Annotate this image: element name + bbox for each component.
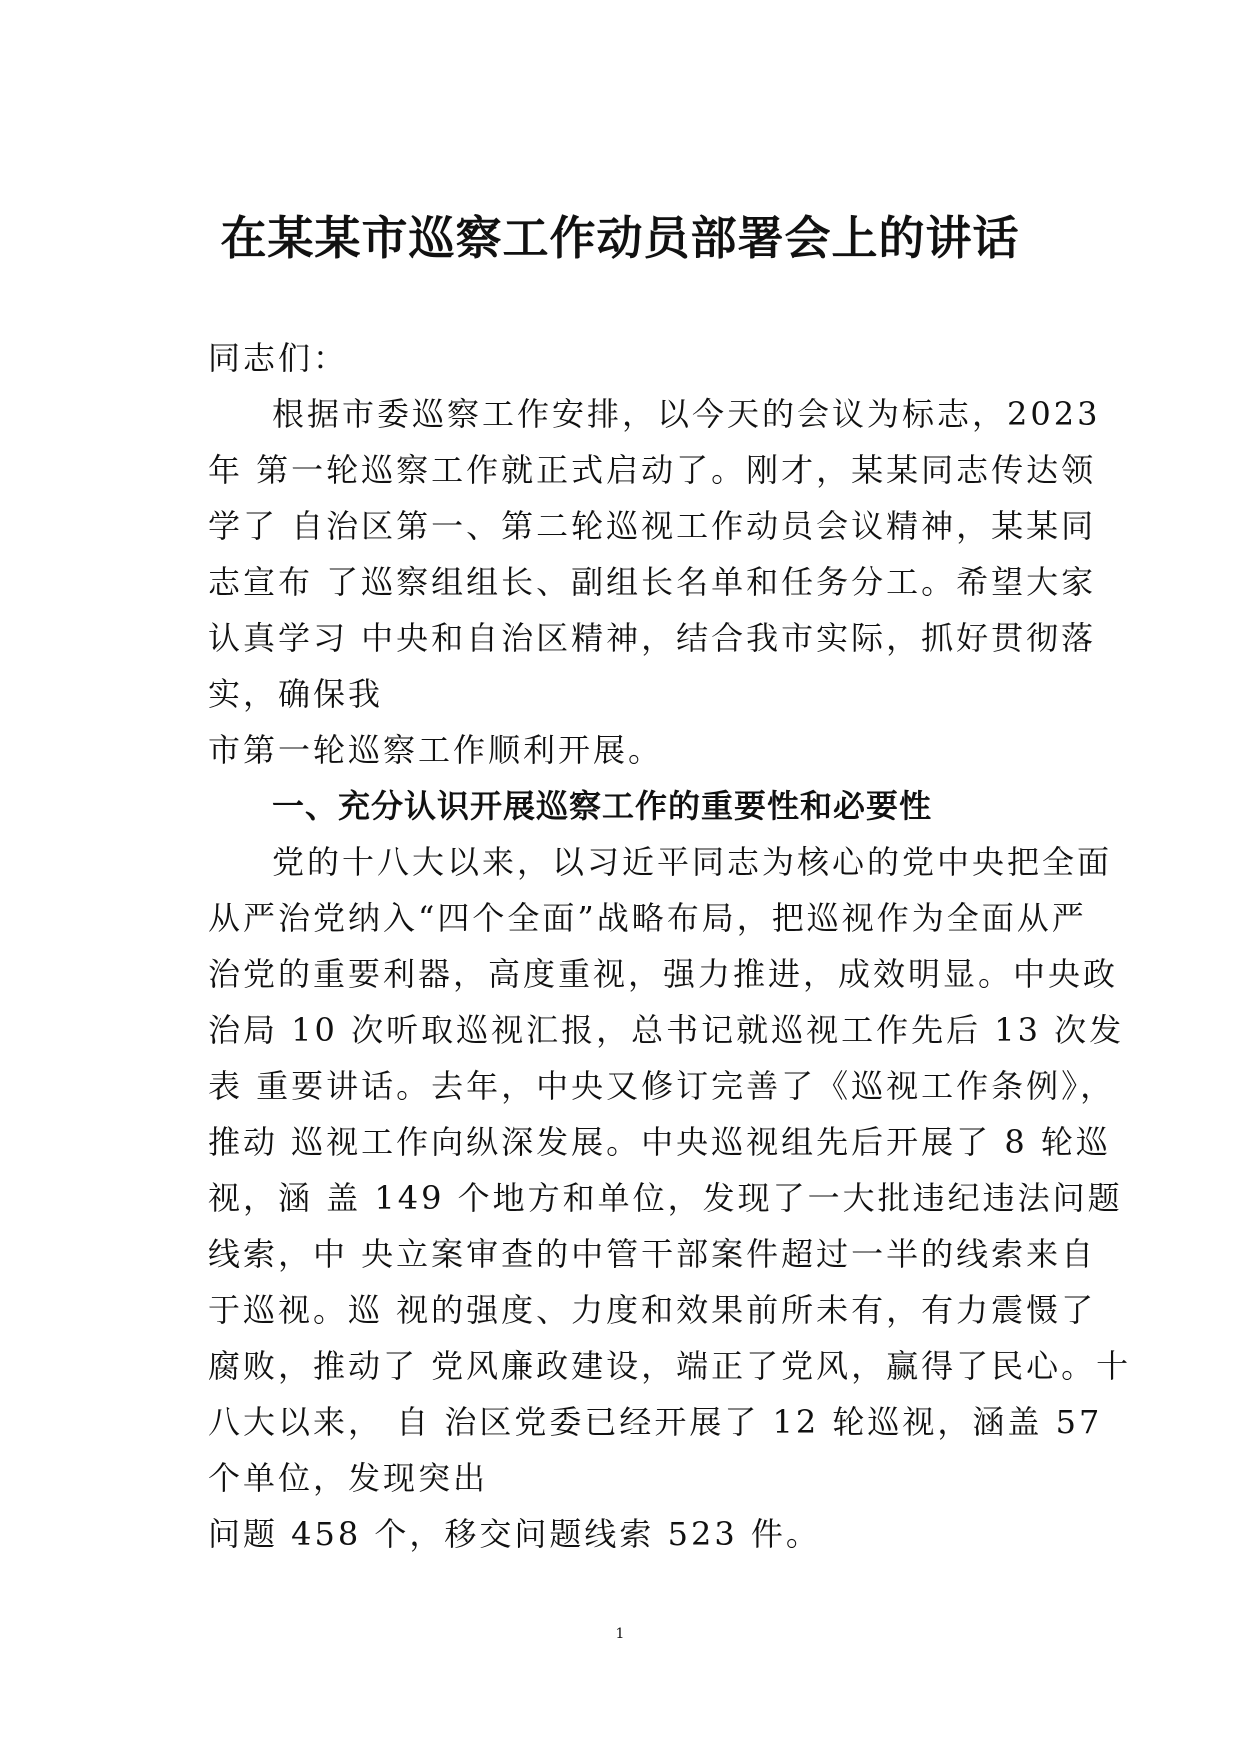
paragraph-line: 市第一轮巡察工作顺利开展。: [208, 731, 664, 769]
paragraph-line: 视，涵 盖 149 个地方和单位，发现了一大批违纪违法问题: [208, 1179, 1123, 1217]
document-title: 在某某市巡察工作动员部署会上的讲话: [220, 211, 1020, 265]
page-number: 1: [615, 1626, 625, 1642]
paragraph-line: 党的十八大以来，以习近平同志为核心的党中央把全面: [272, 843, 1113, 881]
paragraph-line: 推动 巡视工作向纵深发展。中央巡视组先后开展了 8 轮巡: [208, 1123, 1111, 1161]
paragraph-line: 认真学习 中央和自治区精神，结合我市实际，抓好贯彻落: [208, 619, 1097, 657]
paragraph-line: 年 第一轮巡察工作就正式启动了。刚才，某某同志传达领: [208, 451, 1097, 489]
paragraph-line: 从严治党纳入“四个全面”战略布局，把巡视作为全面从严: [208, 899, 1087, 937]
paragraph-line: 实，确保我: [208, 675, 384, 713]
paragraph-line: 八大以来， 自 治区党委已经开展了 12 轮巡视，涵盖 57: [208, 1403, 1103, 1441]
paragraph-line: 线索，中 央立案审查的中管干部案件超过一半的线索来自: [208, 1235, 1097, 1273]
paragraph-line: 问题 458 个，移交问题线索 523 件。: [208, 1515, 821, 1553]
paragraph-line: 表 重要讲话。去年，中央又修订完善了《巡视工作条例》，: [208, 1067, 1116, 1105]
paragraph-line: 治局 10 次听取巡视汇报，总书记就巡视工作先后 13 次发: [208, 1011, 1125, 1049]
salutation-line: 同志们：: [208, 339, 349, 377]
paragraph-line: 志宣布 了巡察组组长、副组长名单和任务分工。希望大家: [208, 563, 1097, 601]
paragraph-line: 治党的重要利器，高度重视，强力推进，成效明显。中央政: [208, 955, 1119, 993]
paragraph-line: 于巡视。巡 视的强度、力度和效果前所未有，有力震慑了: [208, 1291, 1097, 1329]
section-heading: 一、充分认识开展巡察工作的重要性和必要性: [272, 787, 933, 825]
document-body: [208, 330, 1132, 1562]
paragraph-line: 个单位，发现突出: [208, 1459, 489, 1497]
paragraph-line: 腐败，推动了 党风廉政建设，端正了党风，赢得了民心。十: [208, 1347, 1132, 1385]
paragraph-line: 学了 自治区第一、第二轮巡视工作动员会议精神，某某同: [208, 507, 1097, 545]
paragraph-line: 根据市委巡察工作安排，以今天的会议为标志，2023: [272, 395, 1101, 433]
